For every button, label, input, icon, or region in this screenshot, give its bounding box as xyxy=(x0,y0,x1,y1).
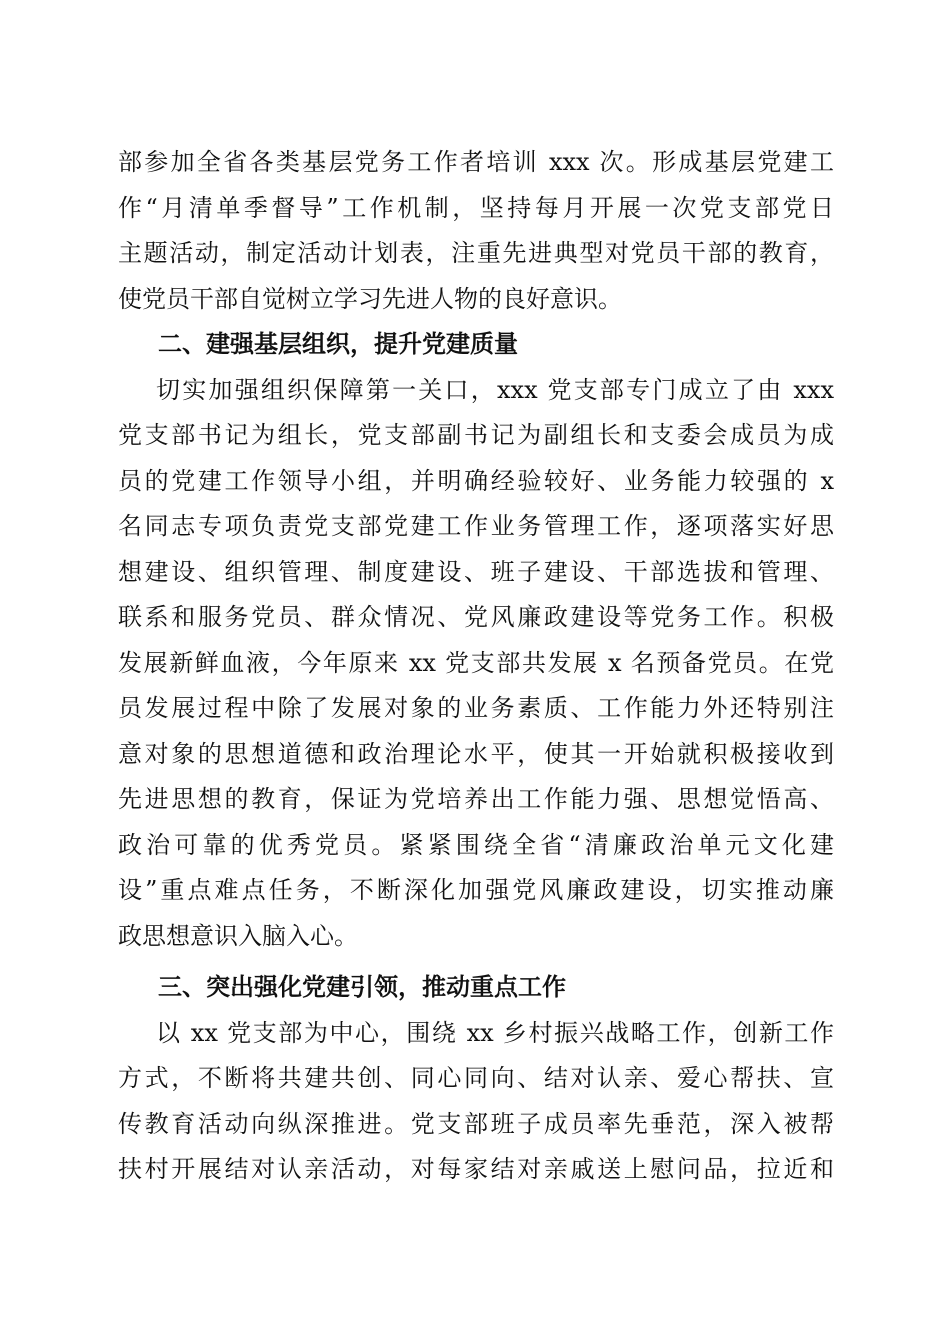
document-body xyxy=(118,140,834,1193)
text-line: 部参加全省各类基层党务工作者培训 xxx 次。形成基层党建工 xyxy=(118,148,834,176)
section-heading: 二、建强基层组织，提升党建质量 xyxy=(158,330,518,358)
text-line: 方式，不断将共建共创、同心同向、结对认亲、爱心帮扶、宣 xyxy=(118,1064,834,1092)
paragraph xyxy=(118,368,834,960)
text-line: 政治可靠的优秀党员。紧紧围绕全省“清廉政治单元文化建 xyxy=(118,830,834,859)
paragraph xyxy=(118,140,834,322)
text-line: 设”重点难点任务，不断深化加强党风廉政建设，切实推动廉 xyxy=(118,876,834,904)
text-line: 传教育活动向纵深推进。党支部班子成员率先垂范，深入被帮 xyxy=(118,1109,834,1138)
text-line: 员发展过程中除了发展对象的业务素质、工作能力外还特别注 xyxy=(118,694,834,722)
text-line: 政思想意识入脑入心。 xyxy=(118,921,358,950)
text-line: 意对象的思想道德和政治理论水平，使其一开始就积极接收到 xyxy=(118,739,834,768)
text-line: 联系和服务党员、群众情况、党风廉政建设等党务工作。积极 xyxy=(118,603,834,631)
text-line: 主题活动，制定活动计划表，注重先进典型对党员干部的教育， xyxy=(118,239,834,267)
text-line: 作“月清单季督导”工作机制，坚持每月开展一次党支部党日 xyxy=(118,193,834,222)
text-line: 扶村开展结对认亲活动，对每家结对亲戚送上慰问品，拉近和 xyxy=(118,1155,834,1183)
paragraph xyxy=(118,1011,834,1193)
text-line: 名同志专项负责党支部党建工作业务管理工作，逐项落实好思 xyxy=(118,512,834,540)
text-line: 先进思想的教育，保证为党培养出工作能力强、思想觉悟高、 xyxy=(118,785,834,813)
text-line: 员的党建工作领导小组，并明确经验较好、业务能力较强的 x xyxy=(118,466,834,495)
text-line: 以 xx 党支部为中心，围绕 xx 乡村振兴战略工作，创新工作 xyxy=(156,1018,834,1047)
text-line: 切实加强组织保障第一关口，xxx 党支部专门成立了由 xxx xyxy=(156,375,834,404)
text-line: 发展新鲜血液，今年原来 xx 党支部共发展 x 名预备党员。在党 xyxy=(118,648,834,677)
text-line: 使党员干部自觉树立学习先进人物的良好意识。 xyxy=(118,284,622,313)
text-line: 想建设、组织管理、制度建设、班子建设、干部选拔和管理、 xyxy=(118,557,834,586)
text-line: 党支部书记为组长，党支部副书记为副组长和支委会成员为成 xyxy=(118,421,834,449)
section-heading: 三、突出强化党建引领，推动重点工作 xyxy=(158,973,566,1001)
